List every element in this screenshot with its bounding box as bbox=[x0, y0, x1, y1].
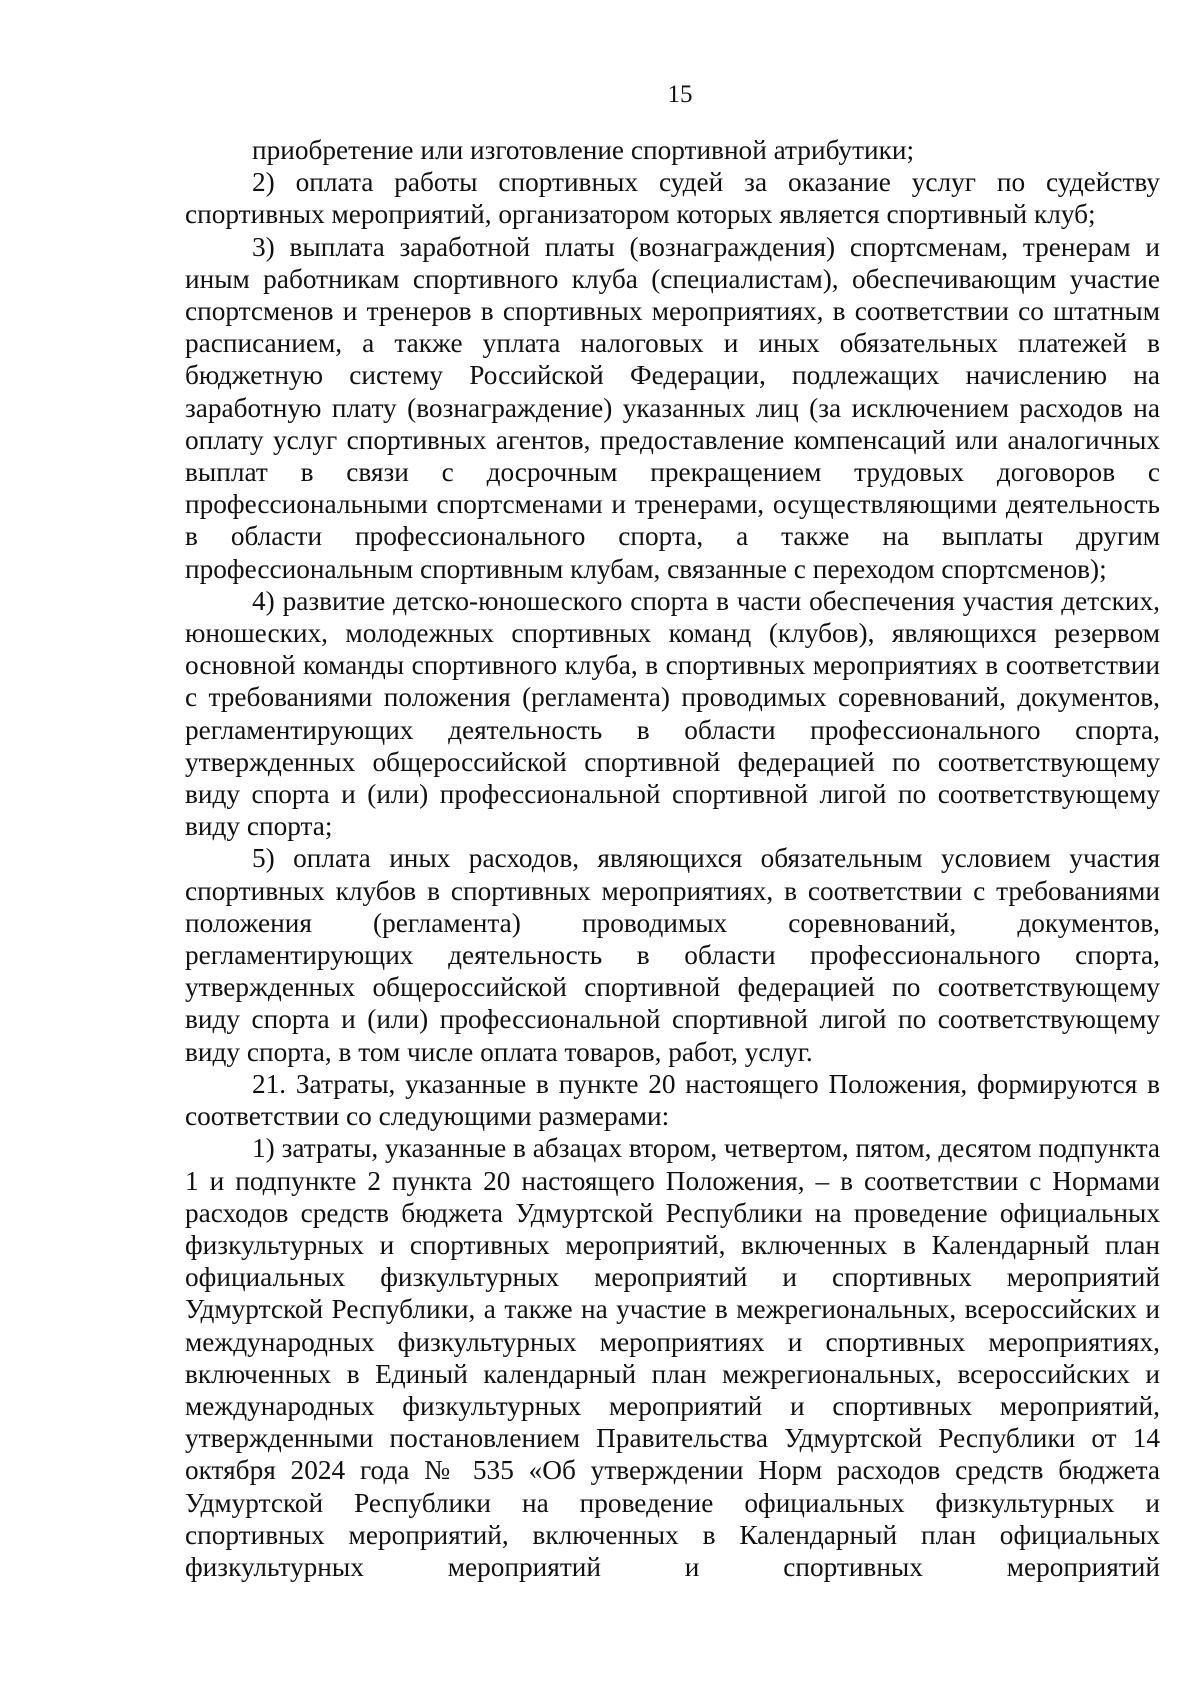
paragraph-item-2-referees: 2) оплата работы спортивных судей за оказание услуг по судейству спортивных мероприятий, организатором которых является спортивный клуб; bbox=[185, 167, 1160, 230]
paragraph-item-3-salaries: 3) выплата заработной платы (вознаграждения) спортсменам, тренерам и иным работникам спортивного клуба (специалистам), обеспечивающим участие спортсменов и тренеров в спортивных мероприятиях, в соответствии со штатным расписанием, а также уплата налоговых и иных обязательных платежей в бюджетную систему Российской Федерации, подлежащих начислению на заработную плату (вознаграждение) указанных лиц (за исключением расходов на оплату услуг спортивных агентов, предоставление компенсаций или аналогичных выплат в связи с досрочным прекращением трудовых договоров с профессиональными спортсменами и тренерами, осуществляющими деятельность в области профессионального спорта, а также на выплаты другим профессиональным спортивным клубам, связанные с переходом спортсменов); bbox=[185, 231, 1160, 584]
paragraph-section-21-item-1: 1) затраты, указанные в абзацах втором, четвертом, пятом, десятом подпункта 1 и подпункте 2 пункта 20 настоящего Положения, – в соответствии с Нормами расходов средств бюджета Удмуртской Республики на проведение официальных физкультурных и спортивных мероприятий, включенных в Календарный план официальных физкультурных мероприятий и спортивных мероприятий Удмуртской Республики, а также на участие в межрегиональных, всероссийских и международных физкультурных мероприятиях и спортивных мероприятиях, включенных в Единый календарный план межрегиональных, всероссийских и международных физкультурных мероприятий и спортивных мероприятий, утвержденными постановлением Правительства Удмуртской Республики от 14 октября 2024 года № 535 «Об утверждении Норм расходов средств бюджета Удмуртской Республики на проведение официальных физкультурных и спортивных мероприятий, включенных в Календарный план официальных физкультурных мероприятий и спортивных мероприятий bbox=[185, 1133, 1160, 1582]
document-body bbox=[185, 134, 1160, 1583]
paragraph-item-4-youth-sport: 4) развитие детско-юношеского спорта в части обеспечения участия детских, юношеских, молодежных спортивных команд (клубов), являющихся резервом основной команды спортивного клуба, в спортивных мероприятиях в соответствии с требованиями положения (регламента) проводимых соревнований, документов, регламентирующих деятельность в области профессионального спорта, утвержденных общероссийской спортивной федерацией по соответствующему виду спорта и (или) профессиональной спортивной лигой по соответствующему виду спорта; bbox=[185, 585, 1160, 842]
paragraph-attributes-continuation: приобретение или изготовление спортивной атрибутики; bbox=[252, 135, 915, 165]
paragraph-item-5-other-expenses: 5) оплата иных расходов, являющихся обязательным условием участия спортивных клубов в спортивных мероприятиях, в соответствии с требованиями положения (регламента) проводимых соревнований, документов, регламентирующих деятельность в области профессионального спорта, утвержденных общероссийской спортивной федерацией по соответствующему виду спорта и (или) профессиональной спортивной лигой по соответствующему виду спорта, в том числе оплата товаров, работ, услуг. bbox=[185, 843, 1160, 1067]
paragraph-section-21: 21. Затраты, указанные в пункте 20 настоящего Положения, формируются в соответствии со следующими размерами: bbox=[185, 1068, 1160, 1132]
page-number: 15 bbox=[667, 81, 693, 108]
